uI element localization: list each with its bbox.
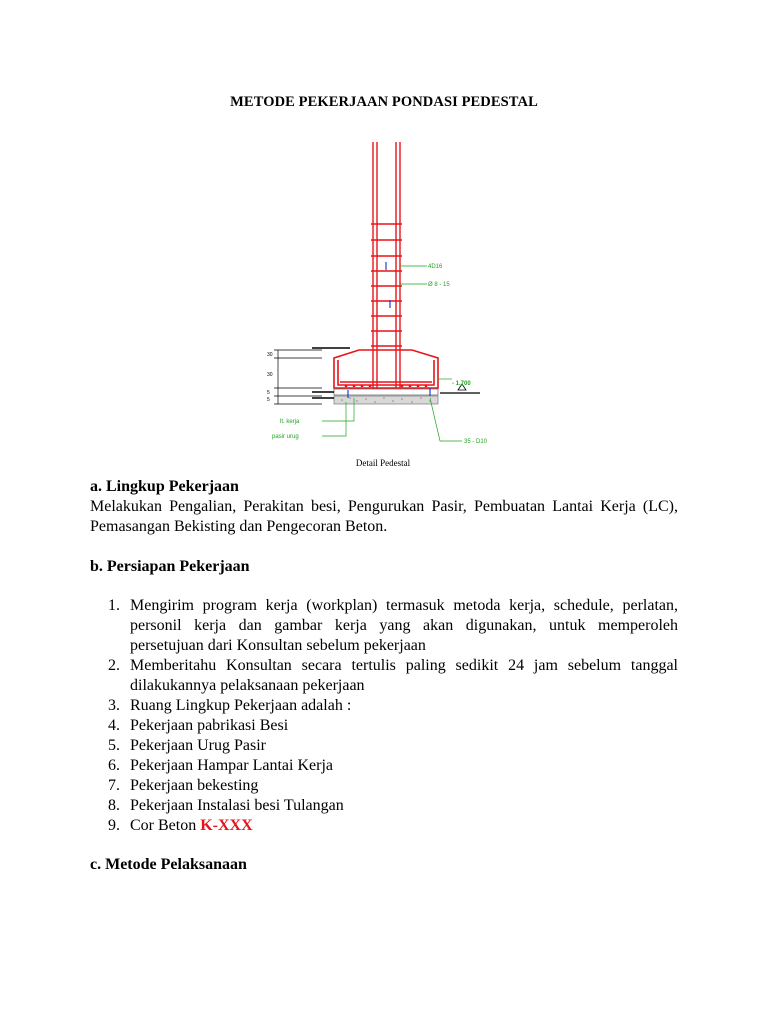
label-work-floor: lt. kerja: [280, 419, 300, 425]
preparation-list: [90, 596, 678, 836]
section-a-text: Melakukan Pengalian, Perakitan besi, Pengurukan Pasir, Pembuatan Lantai Kerja (LC), Pemasangan Bekisting dan Pengecoran Beton.: [90, 498, 678, 535]
sand-fill-layer: [334, 396, 438, 404]
pedestal-drawing: [262, 136, 492, 468]
document-title: METODE PEKERJAAN PONDASI PEDESTAL: [230, 94, 538, 110]
svg-text:5: 5: [267, 390, 270, 396]
section-b-list: [90, 596, 678, 836]
list-item: 4. Pekerjaan pabrikasi Besi: [108, 717, 289, 734]
pedestal-detail-figure: [262, 136, 492, 468]
list-item: 9. Cor Beton K-XXX: [108, 817, 253, 834]
concrete-grade-highlight: K-XXX: [200, 817, 253, 834]
svg-text:30: 30: [267, 352, 273, 358]
section-c: [90, 855, 678, 875]
label-stirrup: Ø 8 - 15: [428, 282, 450, 288]
dim-text: [267, 352, 273, 403]
svg-text:5: 5: [267, 397, 270, 403]
section-b-heading: b. Persiapan Pekerjaan: [90, 558, 250, 575]
figure-caption: Detail Pedestal: [355, 458, 411, 468]
label-sand-fill: pasir urug: [272, 434, 299, 440]
list-item: 6. Pekerjaan Hampar Lantai Kerja: [108, 757, 334, 774]
svg-text:30: 30: [267, 372, 273, 378]
blue-markers: [348, 262, 430, 398]
leader-lines: [322, 266, 462, 441]
label-elevation: - 1.700: [452, 381, 471, 387]
list-item: 5. Pekerjaan Urug Pasir: [108, 737, 266, 754]
column-stirrups: [371, 224, 402, 346]
footing-outline: [334, 350, 438, 388]
section-b: [90, 557, 678, 577]
list-item: 2. Memberitahu Konsultan secara tertulis paling sedikit 24 jam sebelum tanggal dilakukannya pelaksanaan pekerjaan: [108, 657, 678, 694]
label-bottom-rebar: 35 - D10: [464, 439, 488, 445]
section-a-heading: a. Lingkup Pekerjaan: [90, 478, 239, 495]
list-item: 7. Pekerjaan bekesting: [108, 777, 259, 794]
section-a: [90, 477, 678, 537]
list-item: 8. Pekerjaan Instalasi besi Tulangan: [108, 797, 344, 814]
work-floor-layer: [334, 389, 438, 395]
section-c-heading: c. Metode Pelaksanaan: [90, 856, 247, 873]
list-item: 3. Ruang Lingkup Pekerjaan adalah :: [108, 697, 352, 714]
label-rebar-main: 4D16: [428, 264, 443, 270]
list-item: 1. Mengirim program kerja (workplan) termasuk metoda kerja, schedule, perlatan, personil kerja dan gambar kerja yang akan digunakan, untuk memperoleh persetujuan dari Konsultan sebelum pekerjaan: [108, 597, 678, 654]
